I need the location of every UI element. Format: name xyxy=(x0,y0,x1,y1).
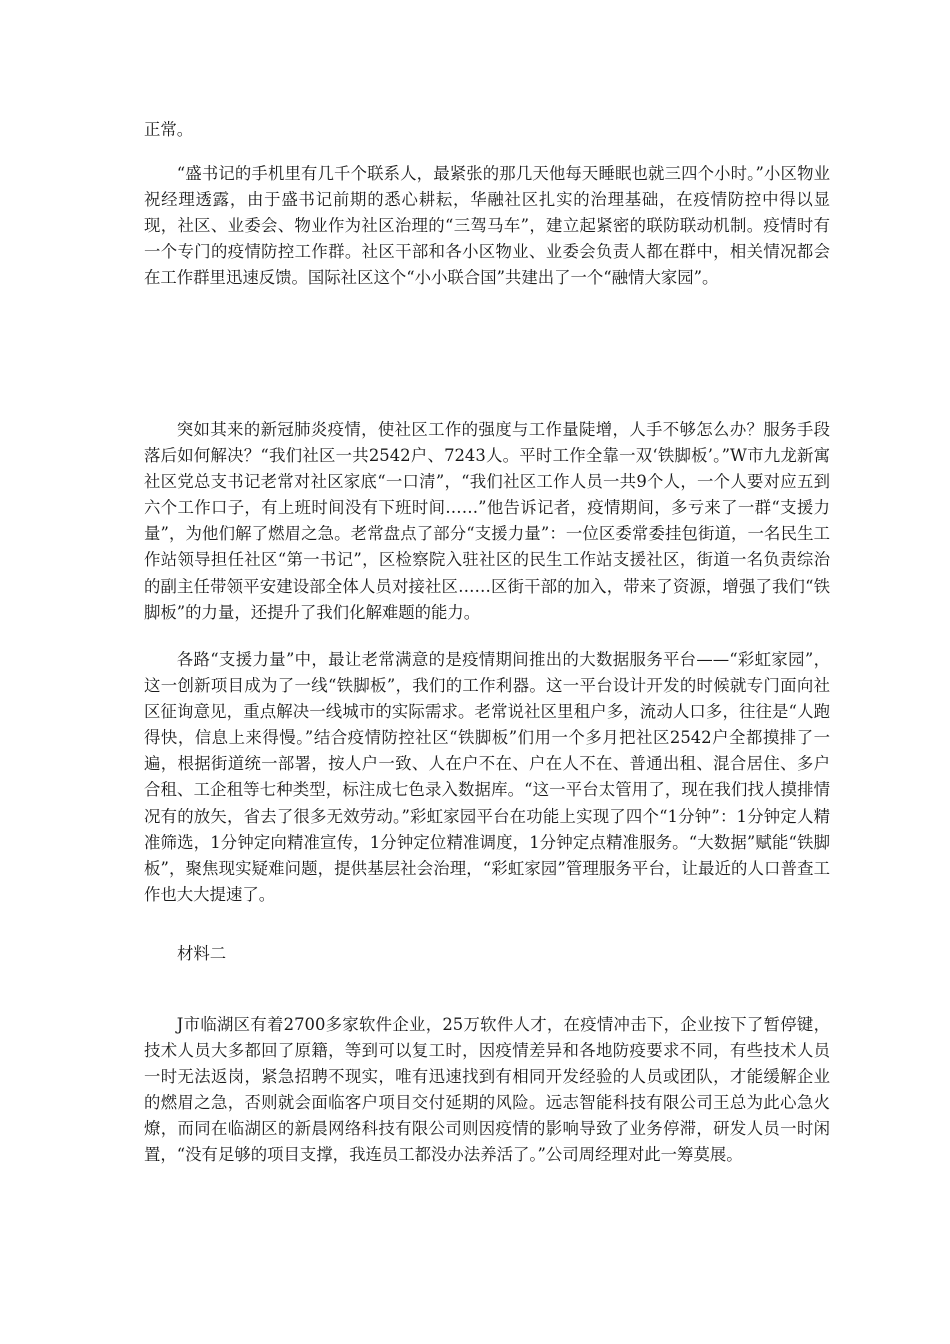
paragraph-community-governance: “盛书记的手机里有几千个联系人，最紧张的那几天他每天睡眠也就三四个小时。”小区物业祝经理透露，由于盛书记前期的悉心耕耘，华融社区扎实的治理基础，在疫情防控中得以显现，社区、业委会、物业作为社区治理的“三驾马车”，建立起紧密的联防联动机制。疫情时有一个专门的疫情防控工作群。社区干部和各小区物业、业委会负责人都在群中，相关情况都会在工作群里迅速反馈。国际社区这个“小小联合国”共建出了一个“融情大家园”。 xyxy=(144,164,830,288)
paragraph-software-enterprises: J市临湖区有着2700多家软件企业，25万软件人才，在疫情冲击下，企业按下了暂停键，技术人员大多都回了原籍，等到可以复工时，因疫情差异和各地防疫要求不同，有些技术人员一时无法返岗，紧急招聘不现实，唯有迅速找到有相同开发经验的人员或团队，才能缓解企业的燃眉之急，否则就会面临客户项目交付延期的风险。远志智能科技有限公司王总为此心急火燎，而同在临湖区的新晨网络科技有限公司则因疫情的影响导致了业务停滞，研发人员一时闲置，“没有足够的项目支撑，我连员工都没办法养活了。”公司周经理对此一筹莫展。 xyxy=(144,1015,830,1165)
paragraph-rainbow-home-platform: 各路“支援力量”中，最让老常满意的是疫情期间推出的大数据服务平台——“彩虹家园”，这一创新项目成为了一线“铁脚板”，我们的工作利器。这一平台设计开发的时候就专门面向社区征询意见，重点解决一线城市的实际需求。老常说社区里租户多，流动人口多，往往是“人跑得快，信息上来得慢。”结合疫情防控社区“铁脚板”们用一个多月把社区2542户全都摸排了一遍，根据街道统一部署，按人户一致、人在户不在、户在人不在、普通出租、混合居住、多户合租、工企租等七种类型，标注成七色录入数据库。“这一平台太管用了，现在我们找人摸排情况有的放矢，省去了很多无效劳动。”彩虹家园平台在功能上实现了四个“1分钟”：1分钟定人精准筛选，1分钟定向精准宣传，1分钟定位精准调度，1分钟定点精准服务。“大数据”赋能“铁脚板”，聚焦现实疑难问题，提供基层社会治理，“彩虹家园”管理服务平台，让最近的人口普查工作也大大提速了。 xyxy=(144,650,830,904)
paragraph-support-force: 突如其来的新冠肺炎疫情，使社区工作的强度与工作量陡增，人手不够怎么办？服务手段落后如何解决？“我们社区一共2542户、7243人。平时工作全靠一双‘铁脚板’。”W市九龙新寓社区党总支书记老常对社区家底“一口清”，“我们社区工作人员一共9个人，一个人要对应五到六个工作口子，有上班时间没有下班时间……”他告诉记者，疫情期间，多亏来了一群“支援力量”，为他们解了燃眉之急。老常盘点了部分“支援力量”：一位区委常委挂包街道，一名民生工作站领导担任社区“第一书记”，区检察院入驻社区的民生工作站支援社区，街道一名负责综治的副主任带领平安建设部全体人员对接社区……区街干部的加入，带来了资源，增强了我们“铁脚板”的力量，还提升了我们化解难题的能力。 xyxy=(144,420,830,622)
section-heading: 材料二 xyxy=(177,944,227,963)
paragraph-continuation: 正常。 xyxy=(144,120,194,139)
